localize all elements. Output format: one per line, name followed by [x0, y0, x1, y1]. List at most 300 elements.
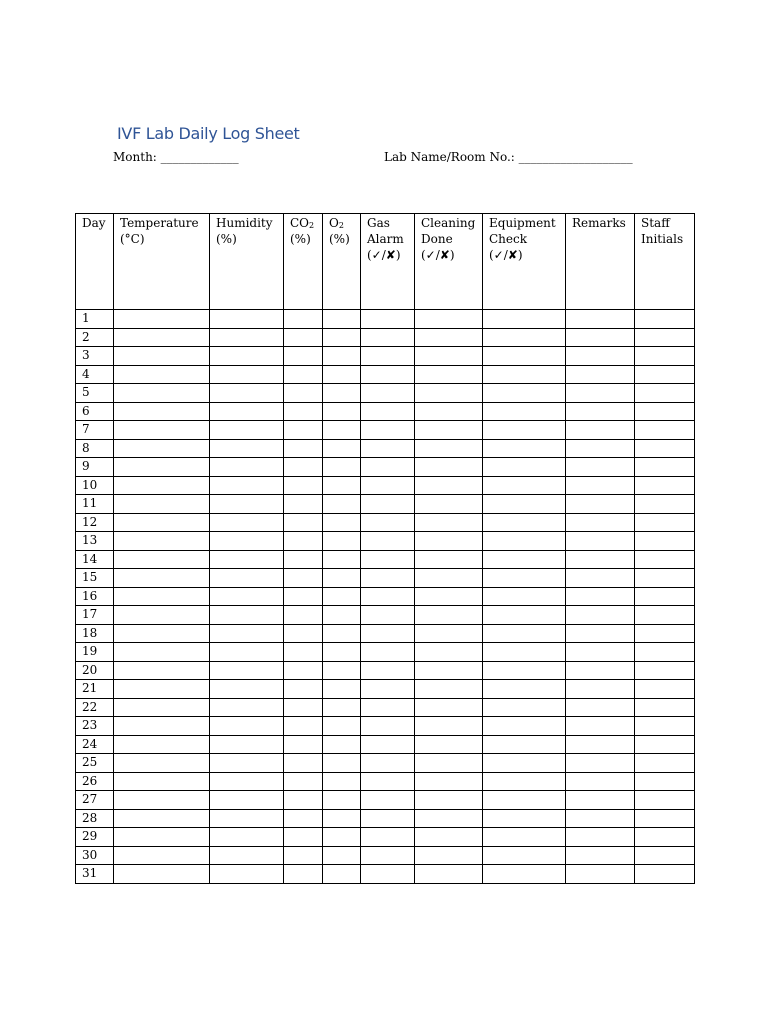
- co2-cell[interactable]: [284, 680, 323, 699]
- humidity-cell[interactable]: [210, 846, 284, 865]
- co2-cell[interactable]: [284, 809, 323, 828]
- o2-cell[interactable]: [323, 458, 361, 477]
- equipment-check-cell[interactable]: [483, 365, 566, 384]
- humidity-cell[interactable]: [210, 365, 284, 384]
- staff-initials-cell[interactable]: [635, 809, 695, 828]
- o2-cell[interactable]: [323, 754, 361, 773]
- remarks-cell[interactable]: [566, 865, 635, 884]
- humidity-cell[interactable]: [210, 550, 284, 569]
- o2-cell[interactable]: [323, 532, 361, 551]
- remarks-cell[interactable]: [566, 439, 635, 458]
- staff-initials-cell[interactable]: [635, 569, 695, 588]
- cleaning-done-cell[interactable]: [415, 828, 483, 847]
- o2-cell[interactable]: [323, 791, 361, 810]
- equipment-check-cell[interactable]: [483, 846, 566, 865]
- staff-initials-cell[interactable]: [635, 421, 695, 440]
- remarks-cell[interactable]: [566, 476, 635, 495]
- gas-alarm-cell[interactable]: [361, 402, 415, 421]
- temperature-cell[interactable]: [114, 865, 210, 884]
- cleaning-done-cell[interactable]: [415, 365, 483, 384]
- remarks-cell[interactable]: [566, 513, 635, 532]
- humidity-cell[interactable]: [210, 495, 284, 514]
- humidity-cell[interactable]: [210, 532, 284, 551]
- humidity-cell[interactable]: [210, 717, 284, 736]
- staff-initials-cell[interactable]: [635, 680, 695, 699]
- humidity-cell[interactable]: [210, 865, 284, 884]
- o2-cell[interactable]: [323, 865, 361, 884]
- co2-cell[interactable]: [284, 384, 323, 403]
- gas-alarm-cell[interactable]: [361, 439, 415, 458]
- cleaning-done-cell[interactable]: [415, 328, 483, 347]
- equipment-check-cell[interactable]: [483, 550, 566, 569]
- remarks-cell[interactable]: [566, 846, 635, 865]
- equipment-check-cell[interactable]: [483, 606, 566, 625]
- day-number: 31: [76, 865, 114, 884]
- table-row: [76, 569, 695, 588]
- o2-cell[interactable]: [323, 439, 361, 458]
- gas-alarm-cell[interactable]: [361, 310, 415, 329]
- staff-initials-cell[interactable]: [635, 772, 695, 791]
- co2-cell[interactable]: [284, 476, 323, 495]
- o2-cell[interactable]: [323, 495, 361, 514]
- staff-initials-cell[interactable]: [635, 532, 695, 551]
- co2-cell[interactable]: [284, 698, 323, 717]
- co2-cell[interactable]: [284, 772, 323, 791]
- remarks-cell[interactable]: [566, 643, 635, 662]
- day-number: 10: [76, 476, 114, 495]
- cleaning-done-cell[interactable]: [415, 809, 483, 828]
- remarks-cell[interactable]: [566, 680, 635, 699]
- equipment-check-cell[interactable]: [483, 310, 566, 329]
- equipment-check-cell[interactable]: [483, 328, 566, 347]
- table-header-row: [76, 214, 695, 310]
- equipment-check-cell[interactable]: [483, 569, 566, 588]
- humidity-cell[interactable]: [210, 680, 284, 699]
- humidity-cell[interactable]: [210, 347, 284, 366]
- remarks-cell[interactable]: [566, 606, 635, 625]
- staff-initials-cell[interactable]: [635, 735, 695, 754]
- temperature-cell[interactable]: [114, 421, 210, 440]
- remarks-cell[interactable]: [566, 310, 635, 329]
- humidity-cell[interactable]: [210, 624, 284, 643]
- cleaning-done-cell[interactable]: [415, 624, 483, 643]
- co2-cell[interactable]: [284, 735, 323, 754]
- humidity-cell[interactable]: [210, 513, 284, 532]
- co2-cell[interactable]: [284, 606, 323, 625]
- gas-alarm-cell[interactable]: [361, 569, 415, 588]
- daily-log-table: [75, 213, 695, 884]
- cleaning-done-cell[interactable]: [415, 476, 483, 495]
- gas-alarm-cell[interactable]: [361, 384, 415, 403]
- remarks-cell[interactable]: [566, 587, 635, 606]
- remarks-cell[interactable]: [566, 754, 635, 773]
- staff-initials-cell[interactable]: [635, 384, 695, 403]
- temperature-cell[interactable]: [114, 735, 210, 754]
- equipment-check-cell[interactable]: [483, 532, 566, 551]
- co2-cell[interactable]: [284, 587, 323, 606]
- o2-cell[interactable]: [323, 643, 361, 662]
- humidity-cell[interactable]: [210, 661, 284, 680]
- gas-alarm-cell[interactable]: [361, 846, 415, 865]
- temperature-cell[interactable]: [114, 439, 210, 458]
- equipment-check-cell[interactable]: [483, 458, 566, 477]
- o2-cell[interactable]: [323, 587, 361, 606]
- gas-alarm-cell[interactable]: [361, 791, 415, 810]
- gas-alarm-cell[interactable]: [361, 532, 415, 551]
- staff-initials-cell[interactable]: [635, 661, 695, 680]
- header-unit: (%): [290, 232, 311, 246]
- temperature-cell[interactable]: [114, 846, 210, 865]
- equipment-check-cell[interactable]: [483, 587, 566, 606]
- equipment-check-cell[interactable]: [483, 624, 566, 643]
- remarks-cell[interactable]: [566, 532, 635, 551]
- co2-cell[interactable]: [284, 328, 323, 347]
- o2-cell[interactable]: [323, 569, 361, 588]
- gas-alarm-cell[interactable]: [361, 828, 415, 847]
- o2-cell[interactable]: [323, 347, 361, 366]
- staff-initials-cell[interactable]: [635, 717, 695, 736]
- cleaning-done-cell[interactable]: [415, 754, 483, 773]
- humidity-cell[interactable]: [210, 828, 284, 847]
- table-row: [76, 310, 695, 329]
- equipment-check-cell[interactable]: [483, 421, 566, 440]
- remarks-cell[interactable]: [566, 550, 635, 569]
- o2-cell[interactable]: [323, 421, 361, 440]
- temperature-cell[interactable]: [114, 495, 210, 514]
- equipment-check-cell[interactable]: [483, 735, 566, 754]
- equipment-check-cell[interactable]: [483, 865, 566, 884]
- cleaning-done-cell[interactable]: [415, 495, 483, 514]
- co2-cell[interactable]: [284, 532, 323, 551]
- humidity-cell[interactable]: [210, 310, 284, 329]
- header-label: Cleaning: [421, 216, 476, 230]
- equipment-check-cell[interactable]: [483, 643, 566, 662]
- remarks-cell[interactable]: [566, 698, 635, 717]
- equipment-check-cell[interactable]: [483, 495, 566, 514]
- co2-cell[interactable]: [284, 791, 323, 810]
- equipment-check-cell[interactable]: [483, 791, 566, 810]
- humidity-cell[interactable]: [210, 643, 284, 662]
- humidity-cell[interactable]: [210, 606, 284, 625]
- o2-cell[interactable]: [323, 384, 361, 403]
- remarks-cell[interactable]: [566, 328, 635, 347]
- o2-cell[interactable]: [323, 513, 361, 532]
- equipment-check-cell[interactable]: [483, 513, 566, 532]
- co2-cell[interactable]: [284, 828, 323, 847]
- day-number: 27: [76, 791, 114, 810]
- cleaning-done-cell[interactable]: [415, 606, 483, 625]
- co2-cell[interactable]: [284, 550, 323, 569]
- remarks-cell[interactable]: [566, 735, 635, 754]
- remarks-cell[interactable]: [566, 661, 635, 680]
- temperature-cell[interactable]: [114, 550, 210, 569]
- gas-alarm-cell[interactable]: [361, 772, 415, 791]
- gas-alarm-cell[interactable]: [361, 513, 415, 532]
- temperature-cell[interactable]: [114, 365, 210, 384]
- cleaning-done-cell[interactable]: [415, 439, 483, 458]
- gas-alarm-cell[interactable]: [361, 717, 415, 736]
- cleaning-done-cell[interactable]: [415, 846, 483, 865]
- equipment-check-cell[interactable]: [483, 661, 566, 680]
- remarks-cell[interactable]: [566, 624, 635, 643]
- staff-initials-cell[interactable]: [635, 828, 695, 847]
- o2-cell[interactable]: [323, 476, 361, 495]
- temperature-cell[interactable]: [114, 402, 210, 421]
- remarks-cell[interactable]: [566, 347, 635, 366]
- staff-initials-cell[interactable]: [635, 587, 695, 606]
- remarks-cell[interactable]: [566, 458, 635, 477]
- temperature-cell[interactable]: [114, 717, 210, 736]
- temperature-cell[interactable]: [114, 661, 210, 680]
- co2-cell[interactable]: [284, 402, 323, 421]
- equipment-check-cell[interactable]: [483, 717, 566, 736]
- cleaning-done-cell[interactable]: [415, 569, 483, 588]
- remarks-cell[interactable]: [566, 569, 635, 588]
- cleaning-done-cell[interactable]: [415, 347, 483, 366]
- o2-cell[interactable]: [323, 828, 361, 847]
- gas-alarm-cell[interactable]: [361, 735, 415, 754]
- o2-cell[interactable]: [323, 735, 361, 754]
- o2-cell[interactable]: [323, 717, 361, 736]
- day-number: 28: [76, 809, 114, 828]
- cleaning-done-cell[interactable]: [415, 310, 483, 329]
- temperature-cell[interactable]: [114, 310, 210, 329]
- remarks-cell[interactable]: [566, 828, 635, 847]
- temperature-cell[interactable]: [114, 828, 210, 847]
- co2-cell[interactable]: [284, 661, 323, 680]
- temperature-cell[interactable]: [114, 587, 210, 606]
- cleaning-done-cell[interactable]: [415, 865, 483, 884]
- cleaning-done-cell[interactable]: [415, 735, 483, 754]
- cleaning-done-cell[interactable]: [415, 587, 483, 606]
- humidity-cell[interactable]: [210, 458, 284, 477]
- gas-alarm-cell[interactable]: [361, 624, 415, 643]
- gas-alarm-cell[interactable]: [361, 365, 415, 384]
- remarks-cell[interactable]: [566, 791, 635, 810]
- day-number: 13: [76, 532, 114, 551]
- staff-initials-cell[interactable]: [635, 402, 695, 421]
- gas-alarm-cell[interactable]: [361, 495, 415, 514]
- staff-initials-cell[interactable]: [635, 476, 695, 495]
- o2-cell[interactable]: [323, 365, 361, 384]
- temperature-cell[interactable]: [114, 791, 210, 810]
- co2-cell[interactable]: [284, 495, 323, 514]
- gas-alarm-cell[interactable]: [361, 754, 415, 773]
- cleaning-done-cell[interactable]: [415, 458, 483, 477]
- cleaning-done-cell[interactable]: [415, 532, 483, 551]
- temperature-cell[interactable]: [114, 569, 210, 588]
- equipment-check-cell[interactable]: [483, 772, 566, 791]
- humidity-cell[interactable]: [210, 809, 284, 828]
- humidity-cell[interactable]: [210, 569, 284, 588]
- co2-cell[interactable]: [284, 754, 323, 773]
- cleaning-done-cell[interactable]: [415, 402, 483, 421]
- gas-alarm-cell[interactable]: [361, 587, 415, 606]
- temperature-cell[interactable]: [114, 624, 210, 643]
- temperature-cell[interactable]: [114, 532, 210, 551]
- co2-cell[interactable]: [284, 513, 323, 532]
- gas-alarm-cell[interactable]: [361, 643, 415, 662]
- cleaning-done-cell[interactable]: [415, 791, 483, 810]
- temperature-cell[interactable]: [114, 754, 210, 773]
- co2-cell[interactable]: [284, 421, 323, 440]
- staff-initials-cell[interactable]: [635, 458, 695, 477]
- cleaning-done-cell[interactable]: [415, 550, 483, 569]
- gas-alarm-cell[interactable]: [361, 421, 415, 440]
- cleaning-done-cell[interactable]: [415, 513, 483, 532]
- staff-initials-cell[interactable]: [635, 365, 695, 384]
- day-number: 11: [76, 495, 114, 514]
- temperature-cell[interactable]: [114, 772, 210, 791]
- co2-cell[interactable]: [284, 569, 323, 588]
- equipment-check-cell[interactable]: [483, 347, 566, 366]
- equipment-check-cell[interactable]: [483, 384, 566, 403]
- equipment-check-cell[interactable]: [483, 809, 566, 828]
- humidity-cell[interactable]: [210, 384, 284, 403]
- remarks-cell[interactable]: [566, 421, 635, 440]
- remarks-cell[interactable]: [566, 495, 635, 514]
- header-label: Gas: [367, 216, 390, 230]
- humidity-cell[interactable]: [210, 698, 284, 717]
- header-unit: (%): [329, 232, 350, 246]
- gas-alarm-cell[interactable]: [361, 476, 415, 495]
- cleaning-done-cell[interactable]: [415, 717, 483, 736]
- co2-cell[interactable]: [284, 365, 323, 384]
- o2-cell[interactable]: [323, 550, 361, 569]
- co2-cell[interactable]: [284, 624, 323, 643]
- staff-initials-cell[interactable]: [635, 754, 695, 773]
- cleaning-done-cell[interactable]: [415, 661, 483, 680]
- staff-initials-cell[interactable]: [635, 550, 695, 569]
- gas-alarm-cell[interactable]: [361, 458, 415, 477]
- staff-initials-cell[interactable]: [635, 495, 695, 514]
- table-row: [76, 717, 695, 736]
- humidity-cell[interactable]: [210, 421, 284, 440]
- equipment-check-cell[interactable]: [483, 402, 566, 421]
- cleaning-done-cell[interactable]: [415, 698, 483, 717]
- table-row: [76, 476, 695, 495]
- cleaning-done-cell[interactable]: [415, 680, 483, 699]
- gas-alarm-cell[interactable]: [361, 347, 415, 366]
- co2-cell[interactable]: [284, 439, 323, 458]
- o2-cell[interactable]: [323, 698, 361, 717]
- temperature-cell[interactable]: [114, 458, 210, 477]
- remarks-cell[interactable]: [566, 384, 635, 403]
- remarks-cell[interactable]: [566, 402, 635, 421]
- co2-cell[interactable]: [284, 846, 323, 865]
- o2-cell[interactable]: [323, 680, 361, 699]
- co2-cell[interactable]: [284, 347, 323, 366]
- cleaning-done-cell[interactable]: [415, 772, 483, 791]
- header-unit: (%): [216, 232, 237, 246]
- co2-cell[interactable]: [284, 865, 323, 884]
- gas-alarm-cell[interactable]: [361, 550, 415, 569]
- humidity-cell[interactable]: [210, 791, 284, 810]
- staff-initials-cell[interactable]: [635, 606, 695, 625]
- temperature-cell[interactable]: [114, 384, 210, 403]
- temperature-cell[interactable]: [114, 680, 210, 699]
- staff-initials-cell[interactable]: [635, 328, 695, 347]
- o2-cell[interactable]: [323, 310, 361, 329]
- temperature-cell[interactable]: [114, 513, 210, 532]
- staff-initials-cell[interactable]: [635, 846, 695, 865]
- staff-initials-cell[interactable]: [635, 698, 695, 717]
- humidity-cell[interactable]: [210, 328, 284, 347]
- gas-alarm-cell[interactable]: [361, 328, 415, 347]
- co2-cell[interactable]: [284, 310, 323, 329]
- temperature-cell[interactable]: [114, 476, 210, 495]
- temperature-cell[interactable]: [114, 809, 210, 828]
- staff-initials-cell[interactable]: [635, 624, 695, 643]
- table-row: [76, 402, 695, 421]
- o2-cell[interactable]: [323, 402, 361, 421]
- o2-cell[interactable]: [323, 661, 361, 680]
- gas-alarm-cell[interactable]: [361, 680, 415, 699]
- equipment-check-cell[interactable]: [483, 754, 566, 773]
- gas-alarm-cell[interactable]: [361, 661, 415, 680]
- staff-initials-cell[interactable]: [635, 513, 695, 532]
- staff-initials-cell[interactable]: [635, 347, 695, 366]
- cleaning-done-cell[interactable]: [415, 384, 483, 403]
- temperature-cell[interactable]: [114, 698, 210, 717]
- table-row: [76, 791, 695, 810]
- humidity-cell[interactable]: [210, 735, 284, 754]
- humidity-cell[interactable]: [210, 754, 284, 773]
- o2-cell[interactable]: [323, 328, 361, 347]
- o2-cell[interactable]: [323, 809, 361, 828]
- staff-initials-cell[interactable]: [635, 310, 695, 329]
- humidity-cell[interactable]: [210, 439, 284, 458]
- co2-cell[interactable]: [284, 717, 323, 736]
- staff-initials-cell[interactable]: [635, 439, 695, 458]
- header-label: Temperature: [120, 216, 199, 230]
- equipment-check-cell[interactable]: [483, 439, 566, 458]
- o2-cell[interactable]: [323, 772, 361, 791]
- o2-cell[interactable]: [323, 846, 361, 865]
- remarks-cell[interactable]: [566, 365, 635, 384]
- staff-initials-cell[interactable]: [635, 791, 695, 810]
- cleaning-done-cell[interactable]: [415, 421, 483, 440]
- o2-cell[interactable]: [323, 624, 361, 643]
- gas-alarm-cell[interactable]: [361, 698, 415, 717]
- equipment-check-cell[interactable]: [483, 680, 566, 699]
- equipment-check-cell[interactable]: [483, 698, 566, 717]
- gas-alarm-cell[interactable]: [361, 809, 415, 828]
- humidity-cell[interactable]: [210, 476, 284, 495]
- temperature-cell[interactable]: [114, 347, 210, 366]
- humidity-cell[interactable]: [210, 772, 284, 791]
- humidity-cell[interactable]: [210, 587, 284, 606]
- co2-cell[interactable]: [284, 643, 323, 662]
- humidity-cell[interactable]: [210, 402, 284, 421]
- table-row: [76, 421, 695, 440]
- equipment-check-cell[interactable]: [483, 828, 566, 847]
- equipment-check-cell[interactable]: [483, 476, 566, 495]
- gas-alarm-cell[interactable]: [361, 606, 415, 625]
- temperature-cell[interactable]: [114, 328, 210, 347]
- staff-initials-cell[interactable]: [635, 643, 695, 662]
- remarks-cell[interactable]: [566, 809, 635, 828]
- co2-cell[interactable]: [284, 458, 323, 477]
- staff-initials-cell[interactable]: [635, 865, 695, 884]
- remarks-cell[interactable]: [566, 717, 635, 736]
- cleaning-done-cell[interactable]: [415, 643, 483, 662]
- o2-cell[interactable]: [323, 606, 361, 625]
- gas-alarm-cell[interactable]: [361, 865, 415, 884]
- temperature-cell[interactable]: [114, 643, 210, 662]
- remarks-cell[interactable]: [566, 772, 635, 791]
- temperature-cell[interactable]: [114, 606, 210, 625]
